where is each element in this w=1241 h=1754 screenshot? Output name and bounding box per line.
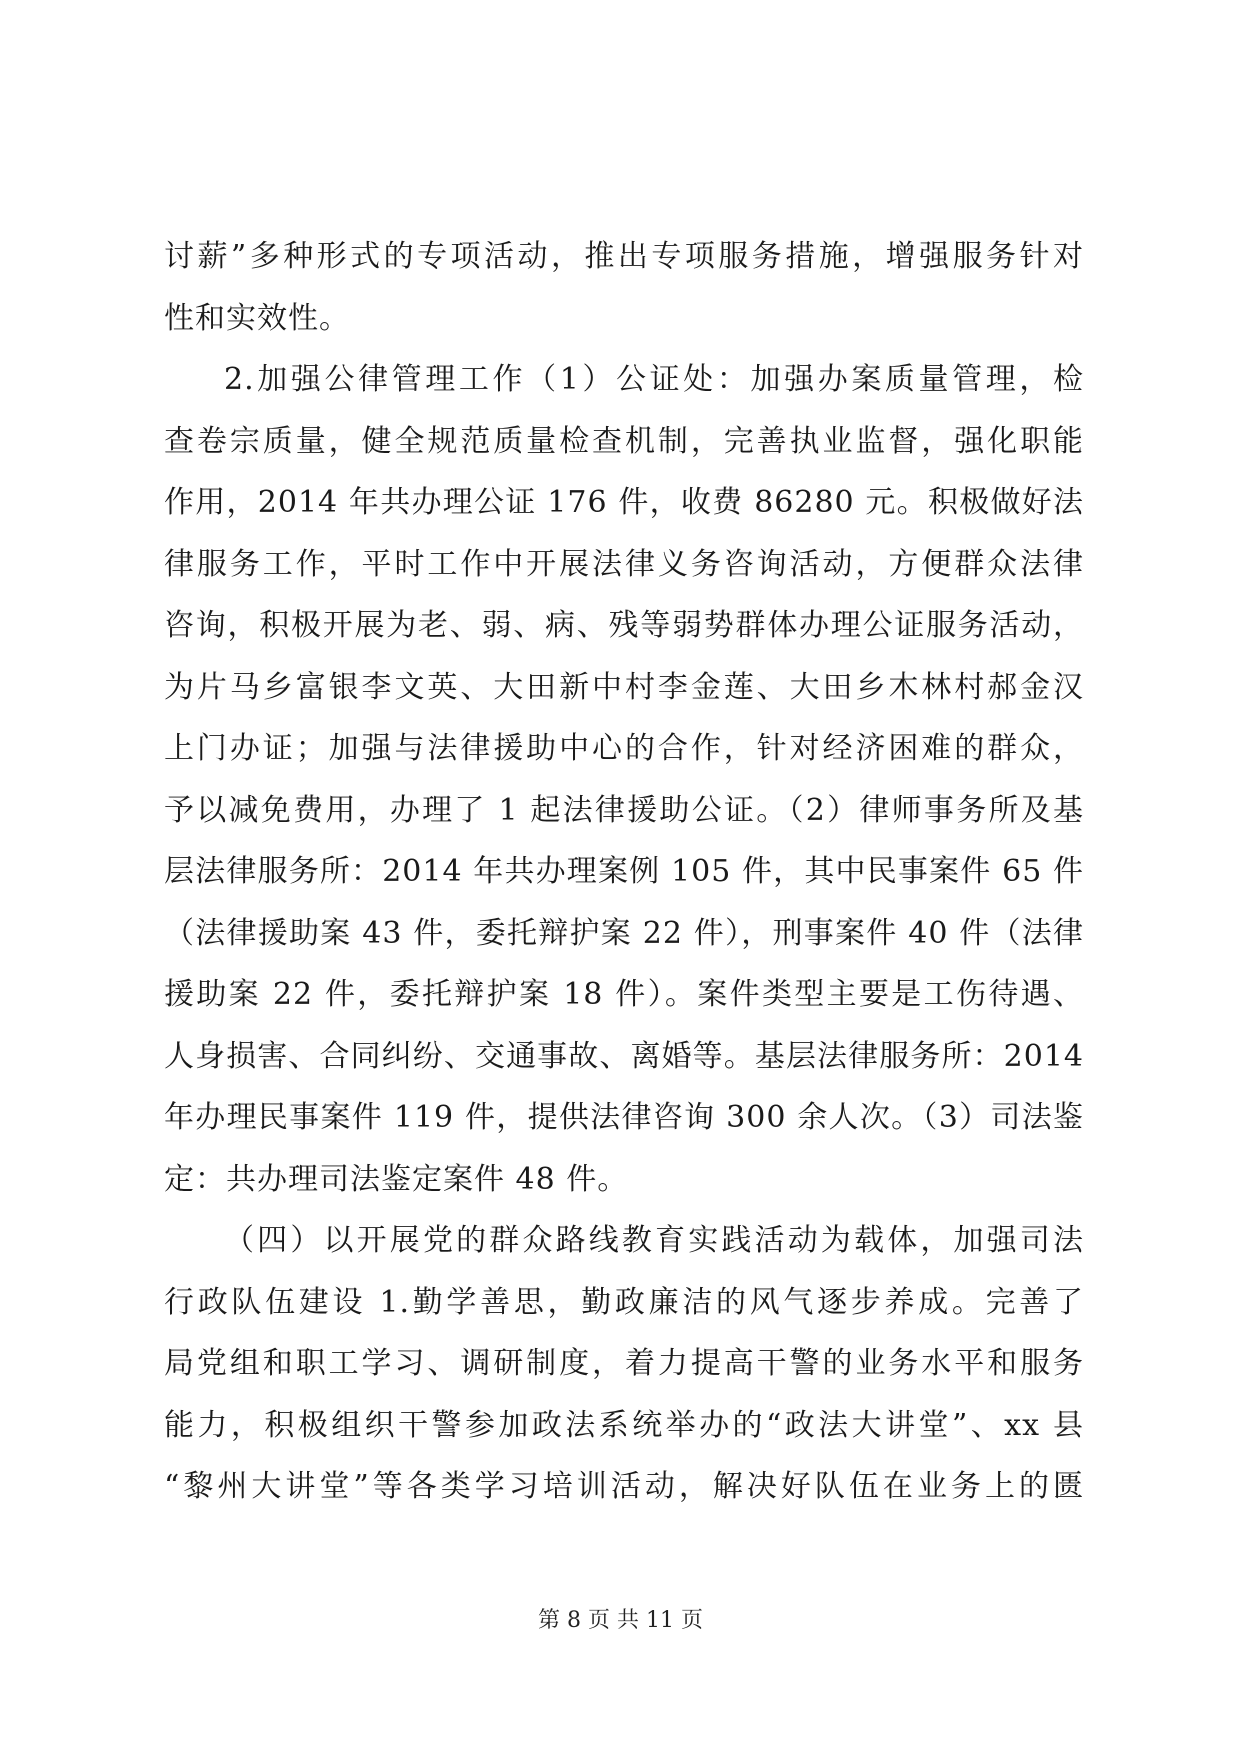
text-line: （四）以开展党的群众路线教育实践活动为载体，加强司法 [224, 1223, 1084, 1258]
text-line: 行政队伍建设 1.勤学善思，勤政廉洁的风气逐步养成。完善了 [164, 1284, 1084, 1320]
text-line: 讨薪”多种形式的专项活动，推出专项服务措施，增强服务针对 [164, 239, 1084, 274]
text-line: 局党组和职工学习、调研制度，着力提高干警的业务水平和服务 [164, 1346, 1084, 1381]
text-line: 人身损害、合同纠纷、交通事故、离婚等。基层法律服务所：2014 [164, 1038, 1084, 1074]
text-line: 年办理民事案件 119 件，提供法律咨询 300 余人次。（3）司法鉴 [164, 1100, 1084, 1135]
text-line: 予以减免费用，办理了 1 起法律援助公证。（2）律师事务所及基 [164, 792, 1084, 828]
text-line: 律服务工作，平时工作中开展法律义务咨询活动，方便群众法律 [164, 546, 1084, 582]
text-line: 援助案 22 件，委托辩护案 18 件）。案件类型主要是工伤待遇、 [164, 977, 1084, 1012]
text-line: 为片马乡富银李文英、大田新中村李金莲、大田乡木林村郝金汉 [164, 669, 1084, 705]
text-line: 定：共办理司法鉴定案件 48 件。 [164, 1161, 629, 1197]
text-line: 上门办证；加强与法律援助中心的合作，针对经济困难的群众， [164, 731, 1084, 766]
text-line: 能力，积极组织干警参加政法系统举办的“政法大讲堂”、xx 县 [164, 1407, 1084, 1443]
text-line: “黎州大讲堂”等各类学习培训活动，解决好队伍在业务上的匮 [164, 1469, 1084, 1504]
text-line: 层法律服务所：2014 年共办理案例 105 件，其中民事案件 65 件 [164, 854, 1084, 889]
page-number-footer: 第 8 页 共 11 页 [538, 1608, 703, 1633]
text-line: 咨询，积极开展为老、弱、病、残等弱势群体办理公证服务活动， [164, 608, 1084, 643]
text-line: 性和实效性。 [164, 300, 350, 336]
text-line: 作用，2014 年共办理公证 176 件，收费 86280 元。积极做好法 [164, 485, 1084, 520]
text-line: （法律援助案 43 件，委托辩护案 22 件），刑事案件 40 件（法律 [164, 915, 1084, 951]
text-line: 查卷宗质量，健全规范质量检查机制，完善执业监督，强化职能 [164, 423, 1084, 459]
text-line: 2.加强公律管理工作（1）公证处：加强办案质量管理，检 [224, 362, 1084, 397]
body-text [164, 226, 1084, 1518]
